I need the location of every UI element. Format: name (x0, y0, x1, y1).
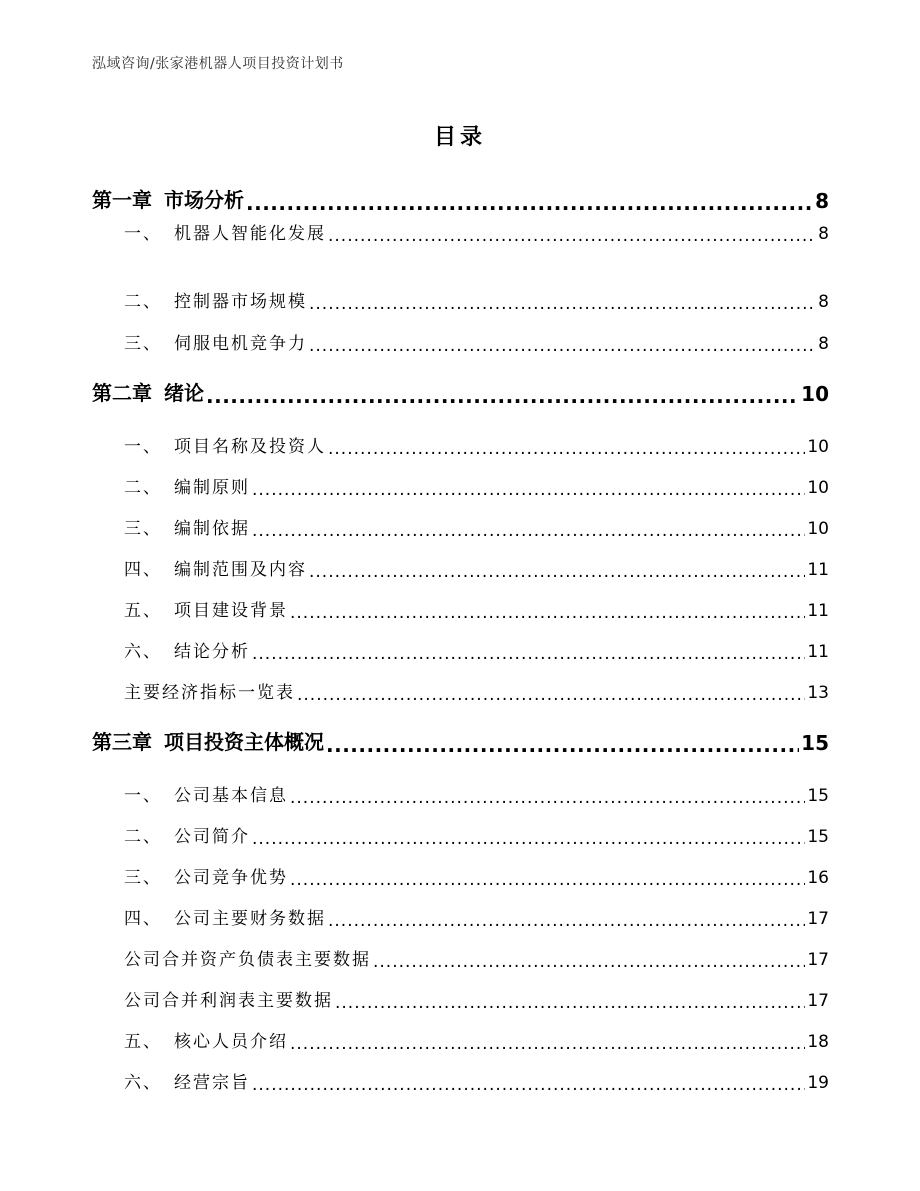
toc-page-number: 11 (807, 601, 829, 621)
toc-entry-label: 一、 项目名称及投资人 (124, 437, 326, 457)
toc-section-2-1[interactable] (124, 432, 829, 457)
toc-page-number: 10 (801, 382, 829, 406)
toc-section-2-5[interactable] (124, 596, 829, 621)
toc-entry-label: 第二章 绪论 (92, 381, 204, 405)
toc-entry-label: 公司合并利润表主要数据 (124, 991, 333, 1011)
toc-section-2-3[interactable] (124, 514, 829, 539)
dot-leader (290, 871, 805, 888)
dot-leader (252, 481, 805, 498)
dot-leader (290, 789, 805, 806)
toc-page-number: 15 (807, 786, 829, 806)
toc-title: 目录 (433, 125, 486, 150)
toc-section-2-4[interactable] (124, 555, 829, 580)
toc-section-3-5[interactable] (124, 1027, 829, 1052)
toc-entry-label: 一、 机器人智能化发展 (124, 224, 326, 244)
toc-page-number: 10 (807, 519, 829, 539)
dot-leader (328, 227, 816, 244)
toc-section-1-3[interactable] (124, 329, 829, 354)
toc-entry-label: 二、 公司简介 (124, 827, 250, 847)
toc-page-number: 8 (818, 224, 829, 244)
toc-page-number: 17 (807, 991, 829, 1011)
toc-section-1-2[interactable] (124, 287, 829, 312)
toc-chapter-1[interactable] (92, 184, 829, 213)
dot-leader (252, 645, 805, 662)
running-header: 泓域咨询/张家港机器人项目投资计划书 (92, 56, 344, 72)
toc-page-number: 11 (807, 642, 829, 662)
toc-entry-label: 四、 编制范围及内容 (124, 560, 307, 580)
toc-entry-label: 一、 公司基本信息 (124, 786, 288, 806)
toc-entry-label: 三、 伺服电机竞争力 (124, 334, 307, 354)
dot-leader (252, 830, 805, 847)
toc-entry-label: 六、 经营宗旨 (124, 1073, 250, 1093)
toc-page-number: 11 (807, 560, 829, 580)
toc-entry-label: 第三章 项目投资主体概况 (92, 730, 324, 754)
toc-page-number: 8 (818, 292, 829, 312)
toc-page-number: 15 (807, 827, 829, 847)
toc-section-3-income-statement[interactable] (124, 986, 829, 1011)
toc-page-number: 16 (807, 868, 829, 888)
dot-leader (328, 440, 805, 457)
dot-leader (328, 912, 805, 929)
toc-page-number: 8 (818, 334, 829, 354)
toc-page-number: 10 (807, 478, 829, 498)
toc-section-3-2[interactable] (124, 822, 829, 847)
toc-page-number: 17 (807, 909, 829, 929)
toc-section-1-1[interactable] (124, 219, 829, 244)
toc-section-2-2[interactable] (124, 473, 829, 498)
toc-page-number: 17 (807, 950, 829, 970)
dot-leader (290, 1035, 805, 1052)
dot-leader (309, 563, 805, 580)
toc-entry-label: 公司合并资产负债表主要数据 (124, 950, 371, 970)
toc-section-2-table[interactable] (124, 678, 829, 703)
dot-leader (252, 1076, 805, 1093)
toc-page-number: 8 (815, 189, 829, 213)
dot-leader (309, 337, 816, 354)
toc-entry-label: 六、 结论分析 (124, 642, 250, 662)
toc-page-number: 13 (807, 683, 829, 703)
toc-entry-label: 四、 公司主要财务数据 (124, 909, 326, 929)
toc-entry-label: 二、 控制器市场规模 (124, 292, 307, 312)
toc-entry-label: 二、 编制原则 (124, 478, 250, 498)
toc-page-number: 10 (807, 437, 829, 457)
toc-entry-label: 第一章 市场分析 (92, 188, 244, 212)
toc-page-number: 19 (807, 1073, 829, 1093)
toc-chapter-3[interactable] (92, 726, 829, 755)
toc-section-3-3[interactable] (124, 863, 829, 888)
toc-entry-label: 三、 公司竞争优势 (124, 868, 288, 888)
dot-leader (297, 686, 805, 703)
toc-section-3-1[interactable] (124, 781, 829, 806)
toc-entry-label: 主要经济指标一览表 (124, 683, 295, 703)
toc-page-number: 15 (801, 731, 829, 755)
dot-leader (206, 386, 799, 406)
toc-page-number: 18 (807, 1032, 829, 1052)
toc-section-3-6[interactable] (124, 1068, 829, 1093)
dot-leader (252, 522, 805, 539)
toc-entry-label: 五、 核心人员介绍 (124, 1032, 288, 1052)
dot-leader (309, 295, 816, 312)
toc-entry-label: 五、 项目建设背景 (124, 601, 288, 621)
dot-leader (335, 994, 805, 1011)
toc-section-3-4[interactable] (124, 904, 829, 929)
dot-leader (373, 953, 805, 970)
dot-leader (290, 604, 805, 621)
toc-entry-label: 三、 编制依据 (124, 519, 250, 539)
toc-chapter-2[interactable] (92, 377, 829, 406)
dot-leader (326, 735, 799, 755)
dot-leader (246, 193, 813, 213)
toc-section-2-6[interactable] (124, 637, 829, 662)
toc-section-3-balance-sheet[interactable] (124, 945, 829, 970)
